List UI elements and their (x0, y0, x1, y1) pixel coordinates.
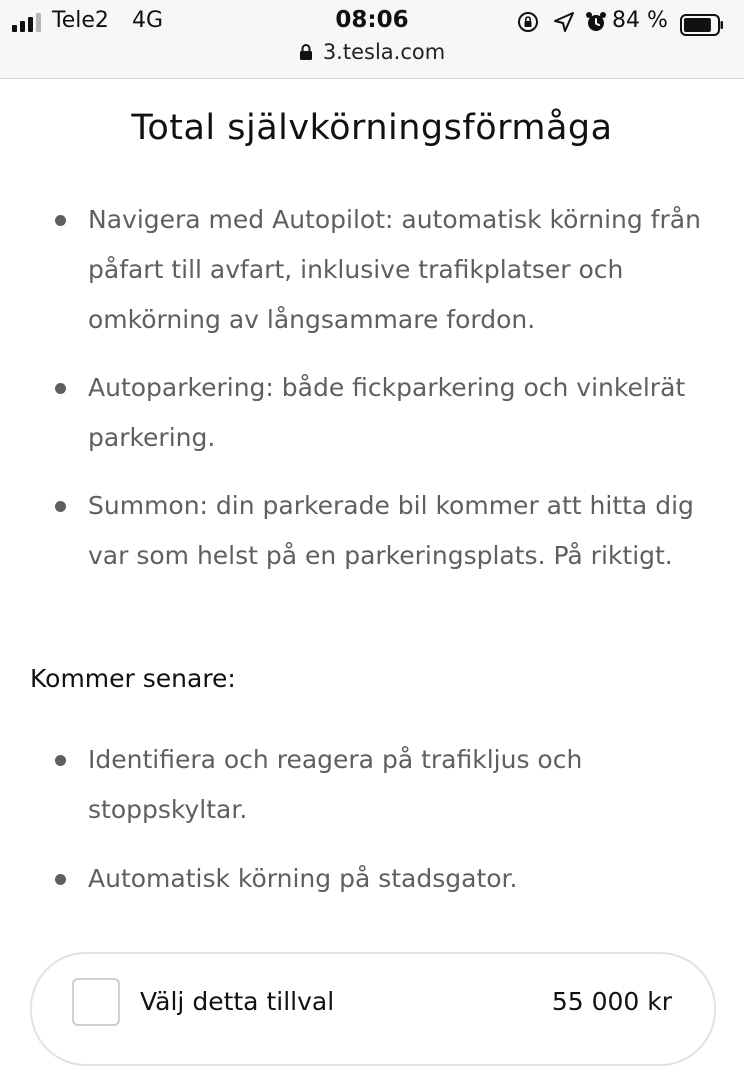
list-item (0, 363, 744, 463)
page-title: Total självkörningsförmåga (131, 108, 613, 148)
list-item-text: Navigera med Autopilot: automatisk körning från påfart till avfart, inklusive trafikplatser och omkörning av långsammare fordon. (88, 205, 701, 334)
select-option-card[interactable] (30, 952, 716, 1066)
list-item-text: Identifiera och reagera på trafikljus och stoppskyltar. (88, 745, 583, 824)
list-item (0, 481, 744, 581)
carrier-name: Tele2 (52, 8, 109, 33)
battery-percentage: 84 % (612, 8, 668, 33)
coming-later-list (0, 735, 744, 904)
battery-icon (680, 14, 724, 36)
clock: 08:06 (335, 7, 409, 33)
address-bar[interactable] (0, 40, 744, 64)
status-bar (0, 0, 744, 79)
list-item (0, 735, 744, 835)
bullet-icon (55, 383, 66, 394)
network-type: 4G (132, 8, 164, 33)
list-item-text: Automatisk körning på stadsgator. (88, 864, 518, 893)
location-arrow-icon (552, 10, 576, 34)
bullet-icon (55, 874, 66, 885)
bullet-icon (55, 755, 66, 766)
list-item (0, 854, 744, 904)
url-text: 3.tesla.com (322, 40, 446, 64)
option-label: Välj detta tillval (140, 987, 335, 1016)
lock-icon (299, 43, 313, 61)
bullet-icon (55, 215, 66, 226)
status-row (0, 6, 744, 36)
bullet-icon (55, 501, 66, 512)
alarm-icon (584, 10, 608, 34)
option-checkbox[interactable] (72, 978, 120, 1026)
list-item-text: Summon: din parkerade bil kommer att hitta dig var som helst på en parkeringsplats. På riktigt. (88, 491, 694, 570)
list-item (0, 195, 744, 345)
rotation-lock-icon (516, 10, 540, 34)
coming-later-heading: Kommer senare: (30, 664, 236, 693)
feature-list (0, 195, 744, 581)
status-icons (516, 10, 616, 36)
list-item-text: Autoparkering: både fickparkering och vinkelrät parkering. (88, 373, 686, 452)
option-price: 55 000 kr (551, 987, 672, 1016)
